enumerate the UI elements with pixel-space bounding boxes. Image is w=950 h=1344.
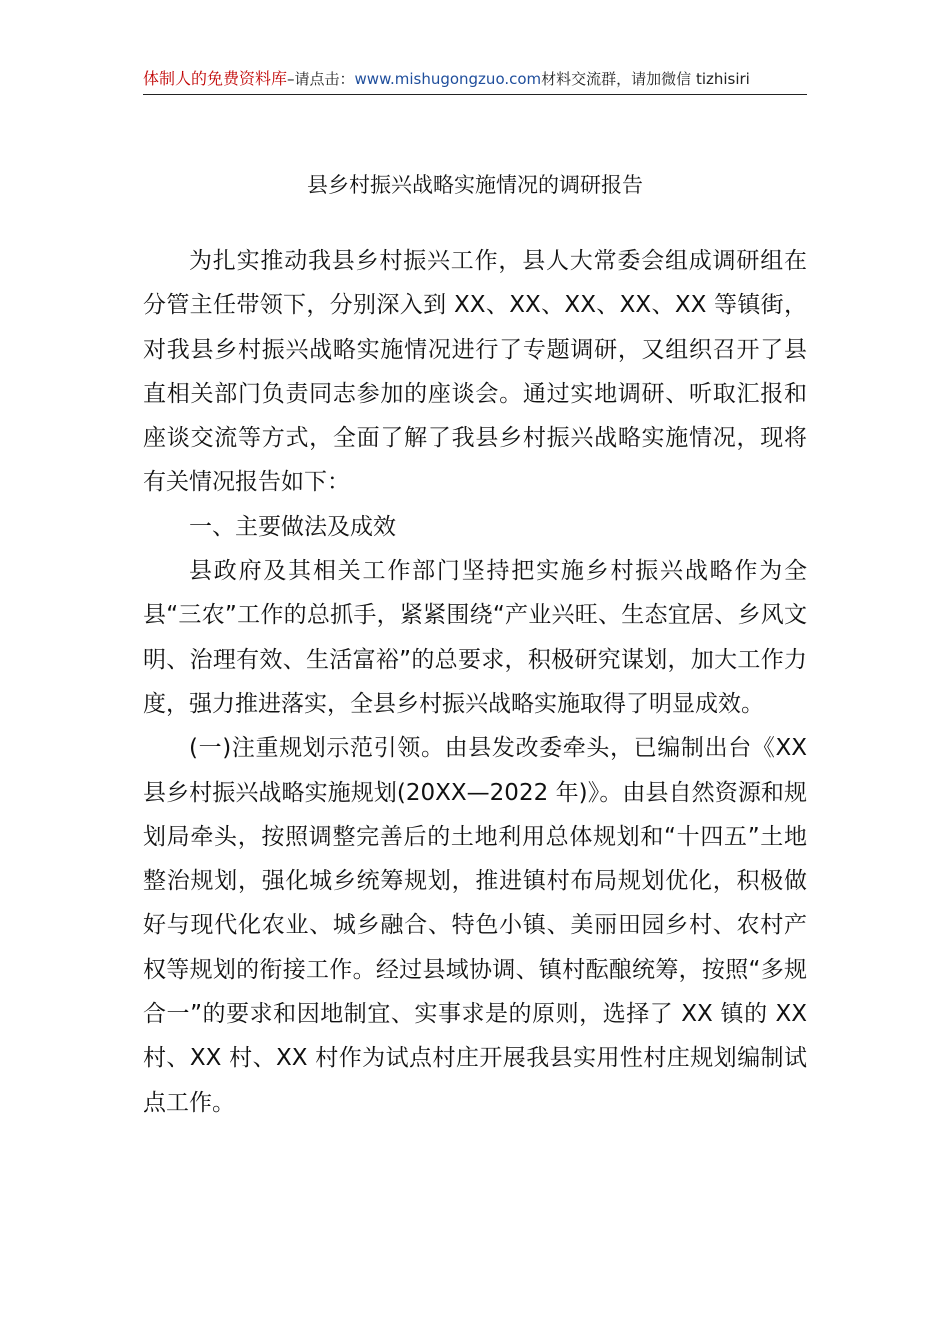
paragraph-intro: 为扎实推动我县乡村振兴工作，县人大常委会组成调研组在分管主任带领下，分别深入到 XX、XX、XX、XX、XX 等镇街，对我县乡村振兴战略实施情况进行了专题调研，又组织召开了县直相关部门负责同志参加的座谈会。通过实地调研、听取汇报和座谈交流等方式，全面了解了我县乡村振兴战略实施情况，现将有关情况报告如下： (143, 248, 807, 496)
document-title: 县乡村振兴战略实施情况的调研报告 (307, 173, 643, 197)
document-body (143, 239, 807, 1125)
page-header (143, 64, 807, 95)
paragraph-overview: 县政府及其相关工作部门坚持把实施乡村振兴战略作为全县“三农”工作的总抓手，紧紧围绕“产业兴旺、生态宜居、乡风文明、治理有效、生活富裕”的总要求，积极研究谋划，加大工作力度，强力推进落实，全县乡村振兴战略实施取得了明显成效。 (143, 558, 807, 717)
header-brand: 体制人的免费资料库 (143, 69, 288, 88)
header-link[interactable]: www.mishugongzuo.com (354, 70, 542, 88)
header-prompt: –请点击： (287, 70, 355, 88)
paragraph-planning: (一)注重规划示范引领。由县发改委牵头，已编制出台《XX 县乡村振兴战略实施规划(20XX—2022 年)》。由县自然资源和规划局牵头，按照调整完善后的土地利用总体规划和“十四五”土地整治规划，强化城乡统筹规划，推进镇村布局规划优化，积极做好与现代化农业、城乡融合、特色小镇、美丽田园乡村、农村产权等规划的衔接工作。经过县域协调、镇村酝酿统筹，按照“多规合一”的要求和因地制宜、实事求是的原则，选择了 XX 镇的 XX 村、XX 村、XX 村作为试点村庄开展我县实用性村庄规划编制试点工作。 (143, 735, 807, 1116)
section-heading: 一、主要做法及成效 (189, 513, 396, 540)
header-contact: 材料交流群，请加微信 tizhisiri (541, 70, 750, 88)
